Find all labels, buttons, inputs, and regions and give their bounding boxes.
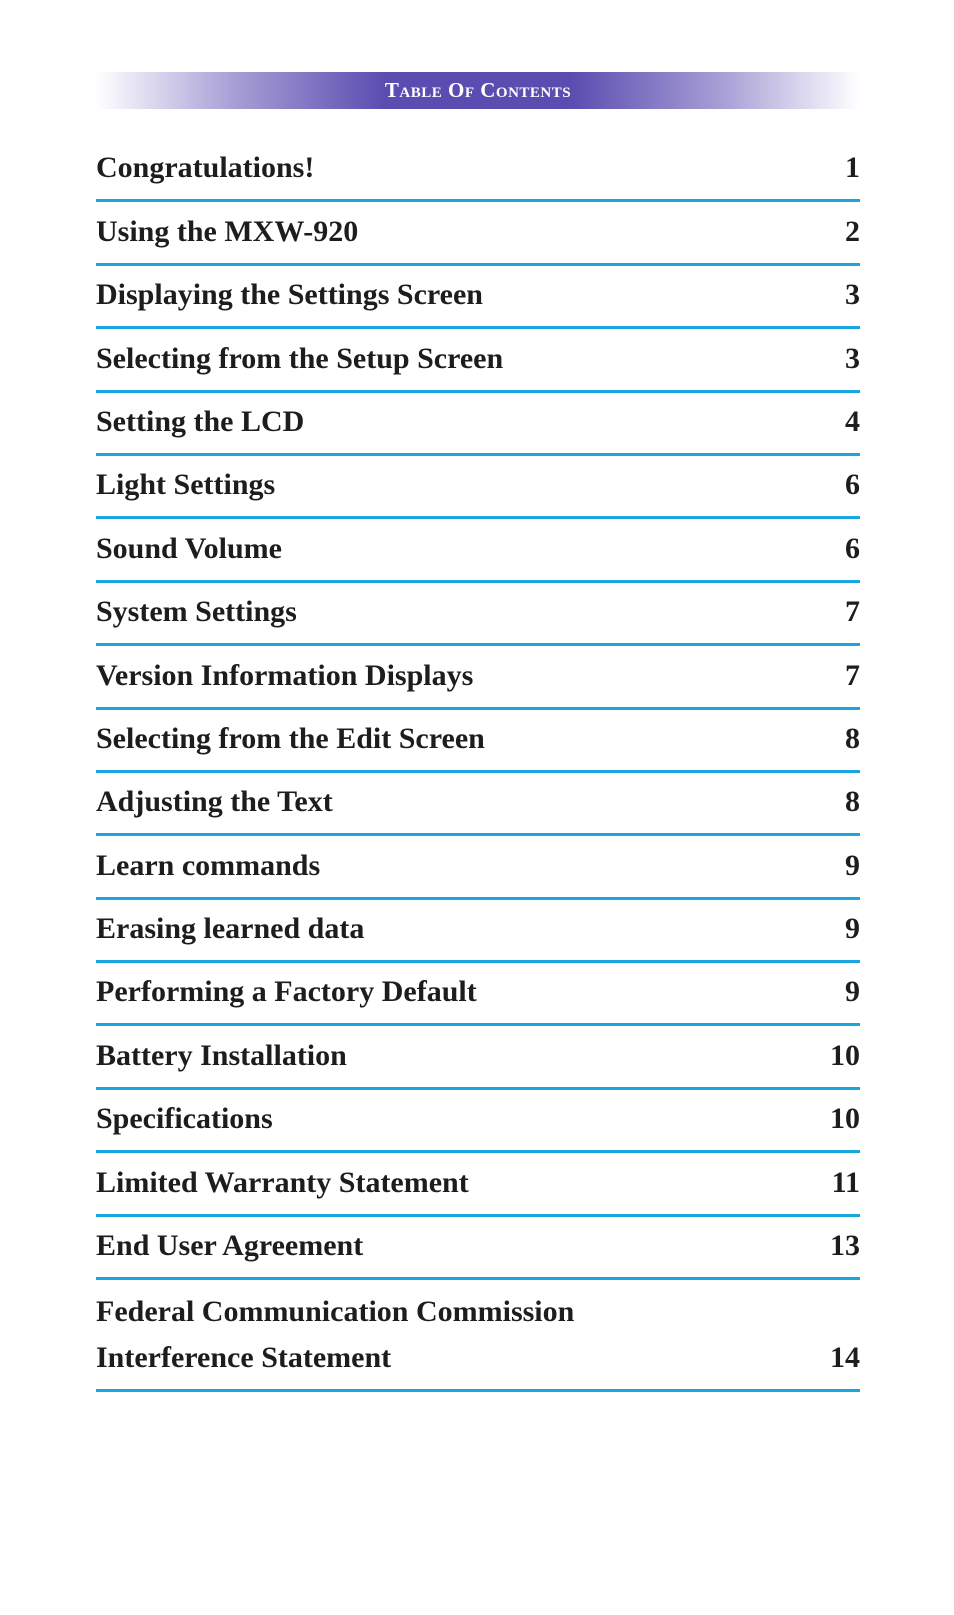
toc-entry-title: Congratulations! xyxy=(96,151,315,185)
toc-entry-page: 10 xyxy=(830,1102,860,1136)
toc-entry-page: 6 xyxy=(845,531,860,565)
toc-page xyxy=(96,72,860,1392)
toc-entry-title: Performing a Factory Default xyxy=(96,975,477,1009)
toc-entry[interactable] xyxy=(96,583,860,646)
toc-entry-page: 7 xyxy=(845,595,860,629)
toc-entry-title: Sound Volume xyxy=(96,531,282,565)
toc-entry-page: 8 xyxy=(845,785,860,819)
toc-entry-title: Version Information Displays xyxy=(96,658,474,692)
toc-entry-page: 11 xyxy=(831,1165,860,1199)
toc-entry-page: 10 xyxy=(830,1038,860,1072)
toc-entry-title xyxy=(96,1289,574,1381)
toc-entry[interactable] xyxy=(96,139,860,202)
toc-entry[interactable] xyxy=(96,646,860,709)
toc-entry-fcc[interactable] xyxy=(96,1280,860,1392)
toc-entry-title: Light Settings xyxy=(96,468,276,502)
toc-entry[interactable] xyxy=(96,329,860,392)
toc-entry[interactable] xyxy=(96,202,860,265)
toc-header-band xyxy=(96,72,860,109)
toc-entry-title: Erasing learned data xyxy=(96,912,365,946)
toc-entry-title-line-2: Interference Statement xyxy=(96,1341,392,1375)
toc-entry[interactable] xyxy=(96,1090,860,1153)
toc-entry-title: Using the MXW-920 xyxy=(96,214,359,248)
toc-entry-title: Specifications xyxy=(96,1102,273,1136)
toc-entry[interactable] xyxy=(96,1153,860,1216)
toc-entry[interactable] xyxy=(96,900,860,963)
toc-entry-title: Limited Warranty Statement xyxy=(96,1165,469,1199)
toc-entry-title: Selecting from the Setup Screen xyxy=(96,341,504,375)
toc-entry-title: Setting the LCD xyxy=(96,404,305,438)
toc-entry-page: 6 xyxy=(845,468,860,502)
toc-entry-page: 14 xyxy=(830,1341,860,1375)
toc-entry[interactable] xyxy=(96,836,860,899)
toc-entry-page: 8 xyxy=(845,721,860,755)
toc-heading: Table Of Contents xyxy=(384,78,572,102)
toc-entry-page: 4 xyxy=(845,404,860,438)
toc-entry-page: 9 xyxy=(845,848,860,882)
toc-entry-page: 7 xyxy=(845,658,860,692)
toc-entry-page: 9 xyxy=(845,975,860,1009)
toc-list xyxy=(96,139,860,1392)
toc-entry-page: 9 xyxy=(845,912,860,946)
toc-entry-page: 3 xyxy=(845,341,860,375)
toc-entry-title: End User Agreement xyxy=(96,1229,364,1263)
toc-entry[interactable] xyxy=(96,519,860,582)
toc-entry[interactable] xyxy=(96,773,860,836)
toc-entry-title: System Settings xyxy=(96,595,297,629)
toc-entry-page: 3 xyxy=(845,278,860,312)
toc-entry-title: Displaying the Settings Screen xyxy=(96,278,483,312)
toc-entry-title: Battery Installation xyxy=(96,1038,347,1072)
toc-entry-title: Selecting from the Edit Screen xyxy=(96,721,485,755)
toc-entry-page: 2 xyxy=(845,214,860,248)
toc-entry[interactable] xyxy=(96,456,860,519)
toc-entry[interactable] xyxy=(96,1026,860,1089)
toc-entry[interactable] xyxy=(96,1217,860,1280)
toc-entry-title-line-1: Federal Communication Commission xyxy=(96,1295,575,1329)
toc-entry[interactable] xyxy=(96,710,860,773)
toc-entry-page: 13 xyxy=(830,1229,860,1263)
toc-entry[interactable] xyxy=(96,963,860,1026)
toc-entry[interactable] xyxy=(96,266,860,329)
toc-entry[interactable] xyxy=(96,393,860,456)
toc-entry-title: Learn commands xyxy=(96,848,321,882)
toc-entry-title: Adjusting the Text xyxy=(96,785,333,819)
toc-entry-page: 1 xyxy=(845,151,860,185)
